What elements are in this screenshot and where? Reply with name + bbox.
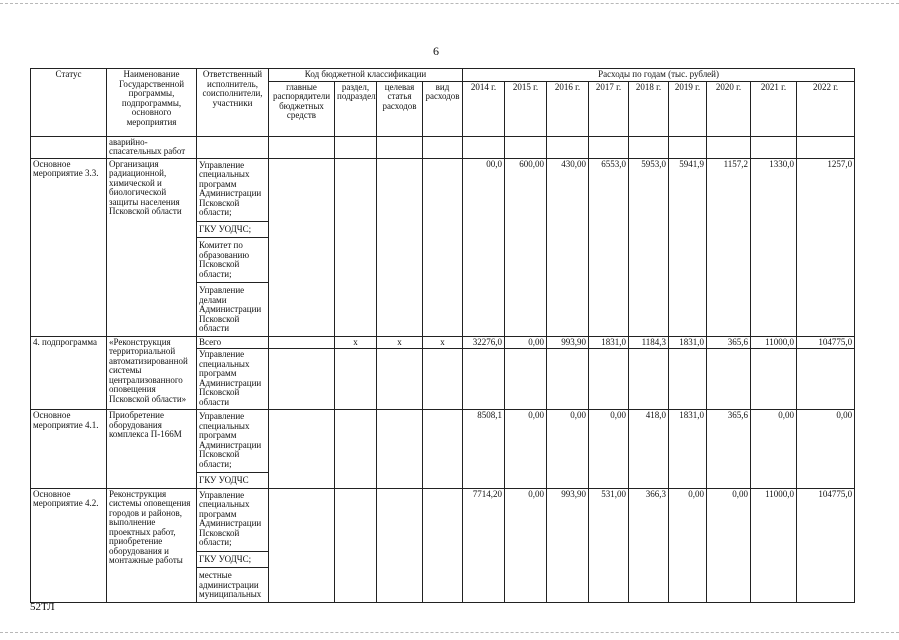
participant: ГКУ УОДЧС;	[199, 223, 252, 234]
participant: Управление специальных программ Администрации Псковской области	[197, 349, 269, 410]
header-year: 2018 г.	[629, 81, 669, 136]
value-cell: 1257,0	[797, 158, 855, 336]
status-cell	[31, 136, 107, 158]
scan-edge-top	[0, 3, 899, 7]
kbk-cell	[335, 488, 377, 602]
value-cell: 0,00	[589, 410, 629, 489]
header-years-group: Расходы по годам (тыс. рублей)	[463, 69, 855, 82]
name-cell: Реконструкция системы оповещения городов и районов, выполнение проектных работ, приобретение оборудования и монтажные работы	[107, 488, 197, 602]
value-cell: 32276,0	[463, 336, 505, 349]
kbk-cell	[423, 410, 463, 489]
kbk-cell	[377, 488, 423, 602]
value-cell: 1831,0	[589, 336, 629, 349]
kbk-cell: х	[423, 336, 463, 349]
status-cell: Основное мероприятие 3.3.	[31, 158, 107, 336]
value-cell: 6553,0	[589, 158, 629, 336]
header-kbk-razdel: раздел, подраздел	[335, 81, 377, 136]
page-number: 6	[433, 44, 439, 58]
participant: ГКУ УОДЧС	[199, 475, 249, 485]
kbk-cell	[423, 158, 463, 336]
value-cell: 366,3	[629, 488, 669, 602]
value-cell: 531,00	[589, 488, 629, 602]
participant: Управление делами Администрации Псковской области	[199, 285, 262, 333]
kbk-cell: х	[335, 336, 377, 349]
participants-cell	[197, 488, 269, 602]
value-cell: 993,90	[547, 336, 589, 349]
kbk-cell: х	[377, 336, 423, 349]
header-year: 2022 г.	[797, 81, 855, 136]
status-cell: Основное мероприятие 4.2.	[31, 488, 107, 602]
value-cell: 0,00	[707, 488, 751, 602]
header-year: 2014 г.	[463, 81, 505, 136]
header-year: 2015 г.	[505, 81, 547, 136]
value-cell: 8508,1	[463, 410, 505, 489]
kbk-cell	[335, 158, 377, 336]
participant: Управление специальных программ Администрации Псковской области;	[199, 489, 262, 547]
header-year: 2017 г.	[589, 81, 629, 136]
name-cell: «Реконструкция территориальной автоматизированной системы централизованного оповещения Псковской области»	[107, 336, 197, 410]
header-row-1	[31, 69, 855, 82]
value-cell: 5953,0	[629, 158, 669, 336]
header-responsible: Ответственный исполнитель, соисполнители, участники	[197, 69, 269, 137]
kbk-cell	[335, 410, 377, 489]
header-kbk-vr: вид расходов	[423, 81, 463, 136]
value-cell: 7714,20	[463, 488, 505, 602]
table-row	[31, 488, 855, 602]
status-cell: 4. подпрограмма	[31, 336, 107, 410]
value-cell: 11000,0	[751, 488, 797, 602]
header-kbk-grbs: главные распорядители бюджетных средств	[269, 81, 335, 136]
value-cell: 600,00	[505, 158, 547, 336]
value-cell: 0,00	[751, 410, 797, 489]
value-cell: 1330,0	[751, 158, 797, 336]
header-status: Статус	[31, 69, 107, 137]
table-row	[31, 336, 855, 349]
scan-edge-bottom	[0, 632, 899, 636]
header-name: Наименование Государственной программы, подпрограммы, основного мероприятия	[107, 69, 197, 137]
value-cell: 0,00	[669, 488, 707, 602]
continuation-row	[31, 136, 855, 158]
value-cell: 365,6	[707, 410, 751, 489]
value-cell: 1831,0	[669, 336, 707, 349]
participant: Управление специальных программ Администрации Псковской области;	[199, 411, 262, 469]
value-cell: 104775,0	[797, 488, 855, 602]
kbk-cell	[269, 158, 335, 336]
value-cell: 1157,2	[707, 158, 751, 336]
value-cell: 1831,0	[669, 410, 707, 489]
value-cell: 1184,3	[629, 336, 669, 349]
participants-cell	[197, 410, 269, 489]
header-kbk-csr: целевая статья расходов	[377, 81, 423, 136]
value-cell: 365,6	[707, 336, 751, 349]
status-cell: Основное мероприятие 4.1.	[31, 410, 107, 489]
kbk-cell	[269, 488, 335, 602]
header-year: 2016 г.	[547, 81, 589, 136]
kbk-cell	[269, 410, 335, 489]
value-cell: 0,00	[797, 410, 855, 489]
value-cell: 430,00	[547, 158, 589, 336]
budget-table	[30, 68, 855, 603]
participants-cell	[197, 158, 269, 336]
header-kbk-group: Код бюджетной классификации	[269, 69, 463, 82]
value-cell: 5941,9	[669, 158, 707, 336]
kbk-cell	[377, 158, 423, 336]
kbk-cell	[377, 410, 423, 489]
value-cell: 993,90	[547, 488, 589, 602]
table-row	[31, 158, 855, 336]
kbk-cell	[423, 488, 463, 602]
value-cell: 11000,0	[751, 336, 797, 349]
participants-cell	[197, 136, 269, 158]
value-cell: 418,0	[629, 410, 669, 489]
value-cell: 104775,0	[797, 336, 855, 349]
name-cell: аварийно-спасательных работ	[107, 136, 197, 158]
footer-code: 52ТЛ	[30, 601, 55, 613]
header-year: 2021 г.	[751, 81, 797, 136]
value-cell: 00,0	[463, 158, 505, 336]
table-row	[31, 410, 855, 489]
value-cell: 0,00	[505, 410, 547, 489]
participant: ГКУ УОДЧС;	[199, 553, 252, 564]
participant: местные администрации муниципальных	[199, 570, 262, 599]
value-cell: 0,00	[547, 410, 589, 489]
kbk-cell	[269, 336, 335, 349]
participant: Всего	[197, 336, 269, 349]
participant: Управление специальных программ Администрации Псковской области;	[199, 159, 262, 217]
header-year: 2019 г.	[669, 81, 707, 136]
value-cell: 0,00	[505, 336, 547, 349]
participant: Комитет по образованию Псковской области;	[199, 240, 250, 279]
name-cell: Приобретение оборудования комплекса П-166М	[107, 410, 197, 489]
header-year: 2020 г.	[707, 81, 751, 136]
name-cell: Организация радиационной, химической и биологической защиты населения Псковской области	[107, 158, 197, 336]
value-cell: 0,00	[505, 488, 547, 602]
